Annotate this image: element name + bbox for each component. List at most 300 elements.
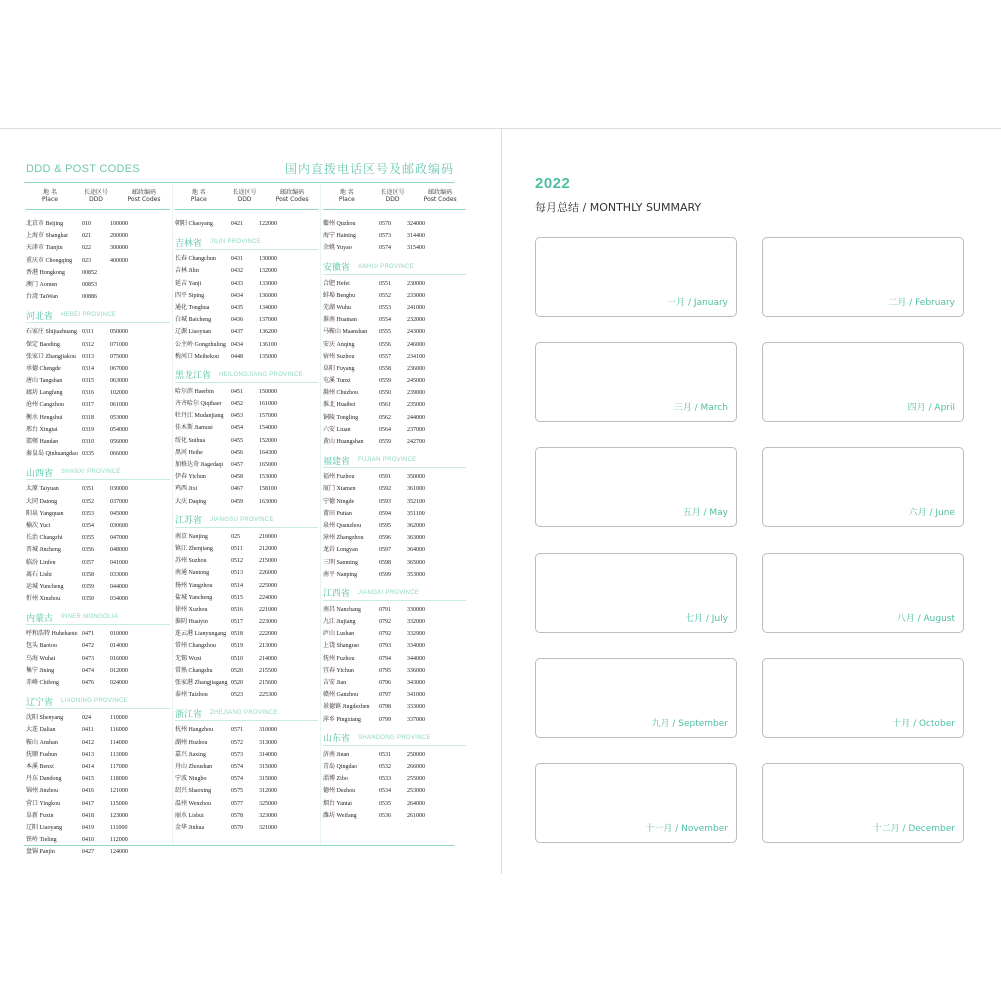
post-code-cell: 341000	[407, 692, 425, 699]
ddd-cell: 0570	[379, 221, 391, 227]
header-ddd	[223, 189, 267, 203]
ddd-cell: 0452	[231, 401, 243, 408]
table-row	[323, 326, 466, 338]
ddd-cell: 0562	[379, 414, 391, 421]
table-row	[26, 520, 170, 532]
place-cell: 辽阳 Liaoyang	[26, 824, 63, 831]
post-code-cell: 234100	[407, 353, 425, 360]
place-cell: 芜湖 Wuhu	[323, 304, 351, 311]
table-row	[175, 665, 318, 677]
table-column	[24, 183, 172, 856]
post-code-cell: 137000	[259, 317, 277, 324]
post-code-cell: 224000	[259, 594, 277, 601]
ddd-cell: 0351	[82, 486, 94, 493]
post-code-cell: 246000	[407, 341, 425, 348]
post-code-cell: 235000	[407, 402, 425, 409]
place-cell: 鸡西 Jixi	[175, 486, 198, 493]
post-code-cell: 314000	[259, 751, 277, 758]
place-cell: 大连 Dalian	[26, 727, 56, 734]
table-row	[26, 436, 170, 448]
header-post-cn: 邮政编码	[280, 189, 305, 196]
province-section	[175, 513, 318, 528]
post-code-cell: 153000	[259, 474, 277, 481]
place-cell: 榆次 Yuci	[26, 522, 51, 529]
province-name-cn: 山西省	[26, 468, 54, 479]
ddd-cell: 0414	[82, 763, 94, 770]
post-code-cell: 321000	[259, 824, 277, 831]
ddd-cell: 0335	[82, 451, 94, 458]
place-cell: 合肥 Hefei	[323, 280, 350, 287]
ddd-cell: 0795	[379, 667, 391, 674]
post-code-cell: 122000	[259, 221, 277, 227]
ddd-cell: 0791	[379, 606, 391, 613]
place-cell: 海宁 Haining	[323, 233, 356, 240]
post-code-cell: 255000	[407, 776, 425, 783]
ddd-cell: 0559	[379, 378, 391, 385]
month-box[interactable]	[535, 658, 737, 738]
place-cell: 余姚 Yuyao	[323, 245, 352, 252]
ddd-cell: 0597	[379, 547, 391, 554]
month-label: 七月 / July	[685, 613, 728, 624]
post-code-cell: 033000	[110, 571, 128, 578]
table-row	[175, 749, 318, 761]
place-cell: 滁州 Chuzhou	[323, 390, 359, 397]
ddd-cell: 0574	[231, 776, 243, 783]
table-row	[323, 483, 466, 495]
table-row	[323, 339, 466, 351]
table-row	[323, 677, 466, 689]
month-box[interactable]	[762, 237, 964, 317]
table-row	[26, 569, 170, 581]
header-post-en: Post Codes	[127, 196, 161, 203]
place-cell: 青岛 Qingdao	[323, 763, 358, 770]
place-cell: 淮阴 Huaiyin	[175, 619, 208, 626]
post-code-cell: 047000	[110, 535, 128, 542]
place-cell: 九江 Jiujiang	[323, 619, 356, 626]
table-row	[323, 424, 466, 436]
table-row	[26, 712, 170, 724]
province-name-cn: 辽宁省	[26, 697, 54, 708]
table-row	[26, 653, 170, 665]
table-row	[26, 581, 170, 593]
post-code-cell: 215500	[259, 667, 277, 674]
ddd-cell: 0592	[379, 486, 391, 493]
place-cell: 忻州 Xinzhou	[26, 596, 61, 603]
table-row	[323, 714, 466, 726]
province-name-en: SHANXI PROVINCE	[61, 469, 121, 476]
place-cell: 淄博 Zibo	[323, 776, 348, 783]
post-code-cell: 164300	[259, 449, 277, 456]
post-code-cell: 161000	[259, 401, 277, 408]
post-code-cell: 075000	[110, 353, 128, 360]
place-cell: 铜陵 Tongling	[323, 414, 359, 421]
table-row	[175, 785, 318, 797]
ddd-cell: 0516	[231, 606, 243, 613]
post-code-cell: 266000	[407, 763, 425, 770]
table-row	[26, 822, 170, 834]
header-ddd-en: DDD	[385, 196, 400, 203]
post-code-cell	[110, 291, 150, 303]
ddd-cell: 0435	[231, 304, 243, 311]
ddd-cell: 0599	[379, 571, 391, 578]
ddd-cell: 0595	[379, 522, 391, 529]
header-ddd-en: DDD	[89, 196, 103, 203]
post-code-cell: 363000	[407, 535, 425, 542]
place-cell: 淮北 Huaibei	[323, 402, 356, 409]
place-cell: 梅河口 Meihekou	[175, 353, 219, 360]
ddd-cell: 0352	[82, 498, 94, 505]
table-row	[323, 436, 466, 448]
place-cell: 萍乡 Pingxiang	[323, 716, 361, 723]
ddd-cell: 021	[82, 233, 91, 240]
ddd-cell: 0472	[82, 643, 94, 650]
post-code-cell	[110, 267, 150, 279]
post-code-cell: 353000	[407, 571, 425, 578]
post-code-cell: 233000	[407, 292, 425, 299]
ddd-cell: 0561	[379, 402, 391, 409]
table-row	[323, 278, 466, 290]
table-row	[175, 290, 318, 302]
ddd-cell: 0455	[231, 437, 243, 444]
ddd-cell: 0415	[82, 776, 94, 783]
place-cell: 运城 Yuncheng	[26, 583, 64, 590]
post-code-cell: 150000	[259, 388, 277, 395]
table-row	[323, 290, 466, 302]
place-cell: 抚州 Fuzhou	[323, 655, 355, 662]
table-row	[26, 242, 170, 254]
table-row	[175, 543, 318, 555]
ddd-cell: 0578	[231, 812, 243, 819]
post-code-cell: 325000	[259, 800, 277, 807]
table-row	[175, 278, 318, 290]
table-row	[323, 773, 466, 785]
post-code-cell: 045000	[110, 510, 128, 517]
ddd-cell: 0564	[379, 426, 391, 433]
place-cell: 朝阳 Chaoyang	[175, 221, 213, 227]
month-box[interactable]	[535, 553, 737, 633]
post-code-cell: 130000	[259, 256, 277, 263]
ddd-cell: 0427	[82, 849, 94, 856]
ddd-cell: 0417	[82, 800, 94, 807]
post-code-cell: 114000	[110, 739, 128, 746]
province-section	[175, 706, 318, 721]
table-row	[26, 351, 170, 363]
table-row	[175, 798, 318, 810]
table-row	[175, 386, 318, 398]
table-row	[175, 447, 318, 459]
place-cell: 福州 Fuzhou	[323, 474, 355, 481]
post-code-cell: 362000	[407, 522, 425, 529]
place-cell: 佳木斯 Jiamusi	[175, 425, 213, 432]
ddd-cell: 0554	[379, 317, 391, 324]
place-cell: 宁波 Ningbo	[175, 776, 207, 783]
header-place	[26, 189, 74, 203]
table-row	[26, 412, 170, 424]
header-post-cn: 邮政编码	[428, 189, 453, 196]
table-row	[175, 724, 318, 736]
ddd-cell: 0533	[379, 776, 391, 783]
ddd-cell: 0437	[231, 329, 243, 336]
ddd-cell: 0514	[231, 582, 243, 589]
post-code-cell: 350000	[407, 474, 425, 481]
ddd-cell: 0434	[231, 292, 243, 299]
header-place-en: Place	[190, 196, 207, 203]
ddd-cell: 0433	[231, 280, 243, 287]
month-box[interactable]	[762, 553, 964, 633]
province-name-cn: 黑龙江省	[175, 371, 212, 382]
table-row	[26, 724, 170, 736]
month-label: 三月 / March	[673, 403, 728, 414]
month-label: 八月 / August	[896, 613, 955, 624]
ddd-cell: 0579	[231, 824, 243, 831]
ddd-cell: 0558	[379, 365, 391, 372]
place-cell: 锦州 Jinzhou	[26, 788, 59, 795]
place-cell: 阜新 Fuxin	[26, 812, 54, 819]
province-name-en: HEILONGJIANG PROVINCE	[219, 371, 303, 378]
table-row	[175, 689, 318, 701]
post-code-cell: 116000	[110, 727, 128, 734]
ddd-cell: 0318	[82, 414, 94, 421]
place-cell: 晋城 Jincheng	[26, 547, 61, 554]
ddd-cell: 0453	[231, 413, 243, 420]
post-code-cell: 071000	[110, 341, 128, 348]
ddd-cell: 0358	[82, 571, 94, 578]
post-code-cell: 364000	[407, 547, 425, 554]
place-cell: 赣州 Ganzhou	[323, 692, 359, 699]
table-row	[175, 677, 318, 689]
place-cell: 北京市 Beijing	[26, 221, 64, 227]
post-code-cell: 136100	[259, 341, 277, 348]
table-row	[26, 532, 170, 544]
month-box[interactable]	[762, 658, 964, 738]
post-code-cell: 012000	[110, 667, 128, 674]
table-row	[323, 557, 466, 569]
province-name-cn: 内蒙古	[26, 613, 54, 624]
place-cell: 盘锦 Panjin	[26, 849, 55, 856]
post-code-cell: 136200	[259, 329, 277, 336]
ddd-cell: 0793	[379, 643, 391, 650]
place-cell: 张家港 Zhangjiagang	[175, 680, 228, 686]
header-ddd-cn: 长途区号	[232, 189, 257, 196]
ddd-cell: 0467	[231, 486, 243, 493]
place-cell: 大庆 Daqing	[175, 498, 207, 505]
place-cell: 三明 Sanming	[323, 559, 358, 566]
table-row	[323, 749, 466, 761]
ddd-cell: 0350	[82, 596, 94, 603]
table-row	[26, 326, 170, 338]
column-header	[175, 183, 318, 210]
place-cell: 丽水 Lishui	[175, 812, 204, 819]
table-row	[175, 302, 318, 314]
month-box[interactable]	[535, 237, 737, 317]
month-box[interactable]	[762, 447, 964, 527]
province-section	[26, 465, 170, 480]
month-box[interactable]	[535, 342, 737, 422]
province-name-cn: 安徽省	[323, 263, 351, 274]
table-row	[175, 326, 318, 338]
place-cell: 乌海 Wuhai	[26, 655, 56, 662]
place-cell: 临汾 Linfen	[26, 559, 56, 566]
ddd-cell: 0413	[82, 751, 94, 758]
table-row	[175, 339, 318, 351]
place-cell: 沧州 Cangzhou	[26, 402, 64, 409]
table-row	[323, 363, 466, 375]
place-cell: 宁德 Ningde	[323, 498, 355, 505]
ddd-cell: 0510	[231, 655, 243, 662]
table-row	[175, 422, 318, 434]
table-row	[175, 265, 318, 277]
table-row	[26, 399, 170, 411]
post-code-cell: 200000	[110, 233, 128, 240]
column-header	[26, 183, 170, 210]
post-code-cell: 117000	[110, 763, 128, 770]
post-code-cell: 300000	[110, 245, 128, 252]
table-row	[26, 544, 170, 556]
ddd-cell: 0598	[379, 559, 391, 566]
place-cell: 辽源 Liaoyuan	[175, 329, 212, 336]
table-row	[323, 399, 466, 411]
ddd-cell: 0319	[82, 426, 94, 433]
table-row	[175, 351, 318, 363]
post-code-cell: 315400	[407, 245, 425, 252]
ddd-cell: 0577	[231, 800, 243, 807]
post-code-cell: 030000	[110, 486, 128, 493]
post-code-cell: 225000	[259, 582, 277, 589]
post-code-cell: 330000	[407, 606, 425, 613]
province-name-en: JIANGXI PROVINCE	[358, 589, 420, 596]
post-code-cell: 352100	[407, 498, 425, 505]
place-cell: 衡水 Hengshui	[26, 414, 63, 421]
post-code-cell: 334000	[407, 643, 425, 650]
place-cell: 廊坊 Langfang	[26, 390, 63, 397]
month-box[interactable]	[762, 342, 964, 422]
place-cell: 秦皇岛 Qinhuangdao	[26, 451, 78, 458]
table-row	[26, 496, 170, 508]
ddd-cell: 0519	[231, 643, 243, 650]
place-cell: 公主岭 Gongzhuling	[175, 341, 226, 348]
table-row	[26, 363, 170, 375]
header-post-en: Post Codes	[275, 196, 309, 203]
place-cell: 通化 Tonghua	[175, 304, 210, 311]
ddd-cell: 0511	[231, 545, 243, 552]
month-label: 五月 / May	[682, 508, 728, 519]
ddd-cell: 0792	[379, 619, 391, 626]
place-cell: 绍兴 Shaoxing	[175, 788, 212, 795]
place-cell: 常州 Changzhou	[175, 643, 216, 650]
table-row	[26, 665, 170, 677]
month-box[interactable]	[535, 763, 737, 843]
ddd-cell: 0354	[82, 522, 94, 529]
post-code-cell: 010000	[110, 631, 128, 638]
ddd-cell: 0313	[82, 353, 94, 360]
province-name-en: ANHUI PROVINCE	[358, 263, 414, 270]
header-ddd	[74, 189, 118, 203]
post-code-cell: 034000	[110, 596, 128, 603]
month-box[interactable]	[535, 447, 737, 527]
table-row	[26, 375, 170, 387]
code-table	[24, 182, 457, 856]
ddd-cell: 0474	[82, 667, 94, 674]
ddd-cell: 024	[82, 715, 91, 722]
ddd-cell: 0573	[231, 751, 243, 758]
table-row	[175, 653, 318, 665]
table-row	[323, 471, 466, 483]
province-name-en: INNER MONGOLIA	[61, 614, 118, 621]
place-cell: 马鞍山 Maanshan	[323, 329, 368, 336]
table-row	[26, 628, 170, 640]
post-code-cell: 332000	[407, 619, 425, 626]
ddd-cell: 00886	[82, 294, 97, 301]
post-code-cell: 241000	[407, 304, 425, 311]
ddd-cell: 00853	[82, 281, 97, 288]
place-cell: 扬州 Yangzhou	[175, 582, 213, 589]
column-header	[323, 183, 466, 210]
month-box[interactable]	[762, 763, 964, 843]
post-code-cell: 215600	[259, 680, 277, 686]
table-row	[175, 531, 318, 543]
post-code-cell: 102000	[110, 390, 128, 397]
ddd-cell: 0559	[379, 439, 391, 445]
post-code-cell: 344000	[407, 655, 425, 662]
table-row	[323, 412, 466, 424]
header-place-cn: 地 名	[43, 189, 57, 196]
table-row	[26, 677, 170, 689]
ddd-cell: 0353	[82, 510, 94, 517]
table-row	[323, 351, 466, 363]
place-cell: 徐州 Xuzhou	[175, 606, 208, 613]
place-cell: 镇江 Zhenjiang	[175, 545, 213, 552]
post-code-cell: 213000	[259, 643, 277, 650]
ddd-cell: 0476	[82, 680, 94, 686]
ddd-cell: 0410	[82, 837, 94, 844]
table-row	[175, 761, 318, 773]
post-code-cell: 323000	[259, 812, 277, 819]
place-cell: 上海市 Shanghai	[26, 233, 68, 240]
left-page	[24, 160, 457, 856]
province-name-en: ZHEJIANG PROVINCE	[210, 710, 278, 717]
header-post	[118, 189, 170, 203]
post-code-cell: 343000	[407, 680, 425, 686]
ddd-cell: 0596	[379, 535, 391, 542]
ddd-cell: 0436	[231, 317, 243, 324]
place-cell: 绥化 Suihua	[175, 437, 206, 444]
header-place-cn: 地 名	[191, 189, 206, 196]
ddd-cell: 0796	[379, 680, 391, 686]
post-code-cell: 365000	[407, 559, 425, 566]
ddd-cell: 0551	[379, 280, 391, 287]
place-cell: 加格达奇 Jiagedaqi	[175, 462, 224, 468]
table-row	[26, 339, 170, 351]
place-cell: 烟台 Yantai	[323, 800, 352, 807]
ddd-cell: 0593	[379, 498, 391, 505]
place-cell: 阜阳 Fuyang	[323, 365, 355, 372]
post-code-cell: 314400	[407, 233, 425, 240]
place-cell: 太原 Taiyuan	[26, 486, 59, 493]
month-label: 二月 / February	[888, 298, 955, 308]
place-cell: 漳州 Zhangzhou	[323, 535, 364, 542]
place-cell: 蚌埠 Bengbu	[323, 292, 356, 299]
place-cell: 重庆市 Chongqing	[26, 257, 73, 264]
ddd-cell: 0553	[379, 304, 391, 311]
post-code-cell: 361000	[407, 486, 425, 493]
place-cell: 常熟 Changshu	[175, 667, 213, 674]
ddd-cell: 0431	[231, 256, 243, 263]
month-label: 十月 / October	[892, 718, 955, 729]
place-cell: 舟山 Zhoushan	[175, 763, 213, 770]
post-code-cell: 044000	[110, 583, 128, 590]
province-section	[323, 453, 466, 468]
place-cell: 牡丹江 Mudanjiang	[175, 413, 224, 420]
